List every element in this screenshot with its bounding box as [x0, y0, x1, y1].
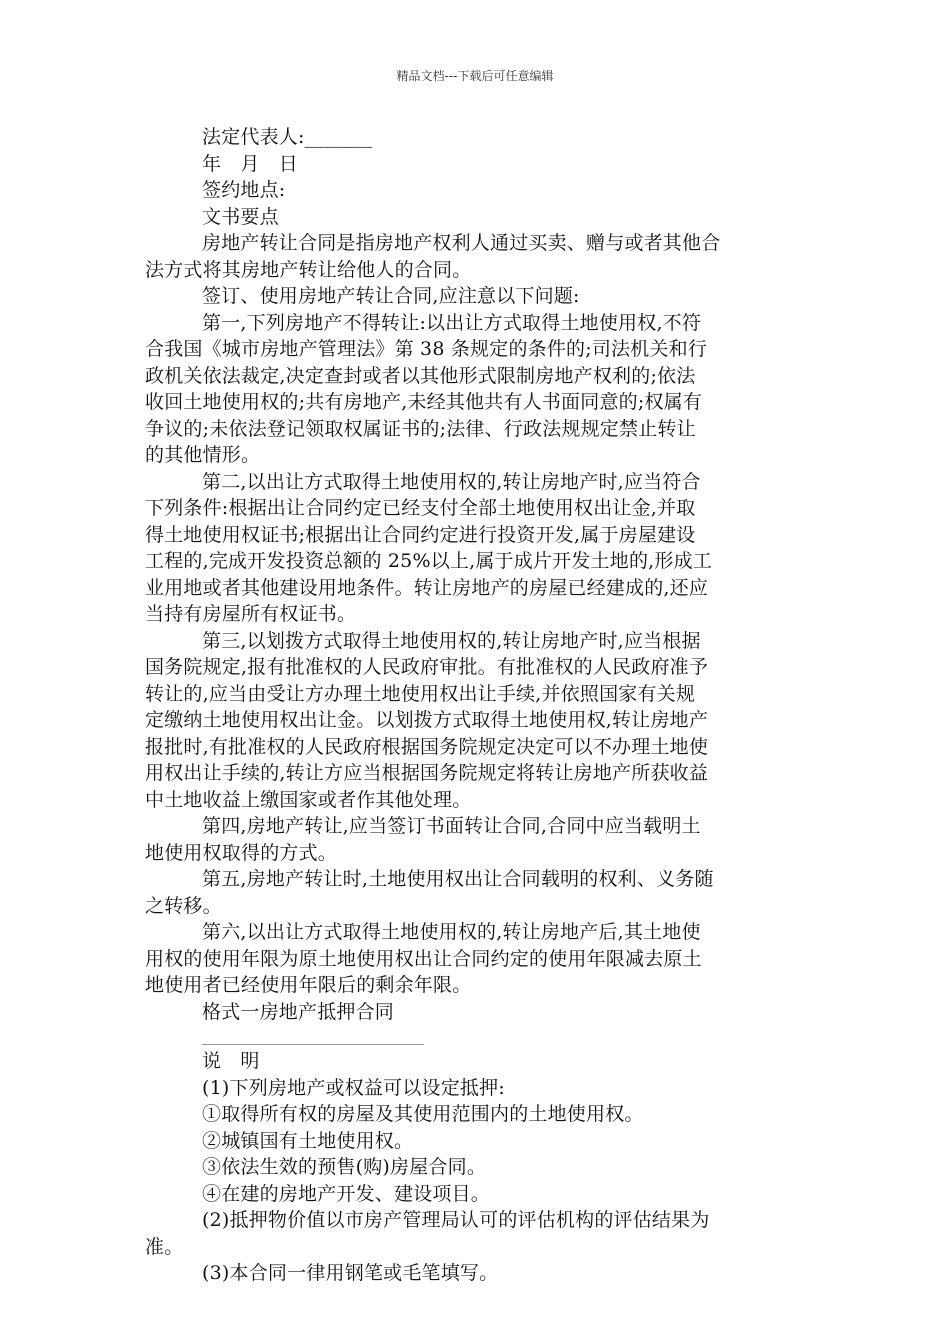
text-line: 第二,以出让方式取得土地使用权的,转让房地产时,应当符合 [202, 470, 701, 493]
text-line: 法方式将其房地产转让给他人的合同。 [145, 258, 472, 281]
paragraph-fourth [145, 813, 810, 866]
signing-place-line: 签约地点: [202, 179, 286, 201]
text-line: 用权的使用年限为原土地使用权出让合同约定的使用年限减去原土 [145, 947, 702, 970]
list-item: ②城镇国有土地使用权。 [202, 1129, 414, 1152]
text-line: 报批时,有批准权的人民政府根据国务院规定决定可以不办理土地使 [145, 735, 709, 758]
page-header: 精品文档---下载后可任意编辑 [396, 69, 554, 83]
text-line: 第四,房地产转让,应当签订书面转让合同,合同中应当载明土 [202, 815, 701, 837]
text-line: 房地产转让合同是指房地产权利人通过买卖、赠与或者其他合 [202, 232, 721, 254]
format-title: 格式一房地产抵押合同 [202, 1000, 395, 1023]
paragraph-third [145, 628, 810, 814]
text-line: 中土地收益上缴国家或者作其他处理。 [145, 788, 472, 811]
text-line: 第一,下列房地产不得转让:以出让方式取得土地使用权,不符 [202, 311, 702, 334]
legal-representative-line: 法定代表人:_______ [202, 126, 373, 148]
note-3: (3)本合同一律用钢笔或毛笔填写。 [202, 1262, 499, 1284]
text-line: (2)抵押物价值以市房产管理局认可的评估机构的评估结果为 [202, 1209, 710, 1231]
text-line: 第三,以划拨方式取得土地使用权的,转让房地产时,应当根据 [202, 629, 701, 652]
spacer [145, 1025, 810, 1041]
text-line: 地使用权取得的方式。 [145, 841, 338, 864]
paragraph-second [145, 469, 810, 628]
text-line: 下列条件:根据出让合同约定已经支付全部土地使用权出让金,并取 [145, 497, 696, 519]
text-line: 准。 [145, 1235, 184, 1258]
paragraph-first [145, 310, 810, 469]
text-line: 工程的,完成开发投资总额的 25%以上,属于成片开发土地的,形成工 [145, 550, 712, 572]
text-line: 争议的;未依法登记领取权属证书的;法律、行政法规规定禁止转让 [145, 417, 696, 440]
document-body [145, 124, 810, 1287]
explanation-title: 说 明 [202, 1050, 260, 1072]
text-line: 政机关依法裁定,决定查封或者以其他形式限制房地产权利的;依法 [145, 364, 696, 387]
paragraph-sixth [145, 919, 810, 999]
paragraph-fifth [145, 866, 810, 919]
definition-paragraph [145, 230, 810, 283]
divider [202, 1044, 424, 1045]
text-line: 业用地或者其他建设用地条件。转让房地产的房屋已经建成的,还应 [145, 576, 709, 599]
text-line: 当持有房屋所有权证书。 [145, 603, 357, 625]
list-item: ④在建的房地产开发、建设项目。 [202, 1182, 491, 1205]
text-line: 地使用者已经使用年限后的剩余年限。 [145, 974, 472, 996]
list-item: ①取得所有权的房屋及其使用范围内的土地使用权。 [202, 1103, 644, 1125]
intro-line: 签订、使用房地产转让合同,应注意以下问题: [202, 285, 580, 307]
text-line: 合我国《城市房地产管理法》第 38 条规定的条件的;司法机关和行 [145, 338, 708, 360]
text-line: 国务院规定,报有批准权的人民政府审批。有批准权的人民政府准予 [145, 656, 709, 678]
text-line: 第五,房地产转让时,土地使用权出让合同载明的权利、义务随 [202, 868, 714, 890]
text-line: 之转移。 [145, 894, 222, 917]
text-line: 收回土地使用权的;共有房地产,未经其他共有人书面同意的;权属有 [145, 391, 703, 413]
note-1: (1)下列房地产或权益可以设定抵押: [202, 1076, 505, 1099]
list-item: ③依法生效的预售(购)房屋合同。 [202, 1156, 487, 1178]
text-line: 用权出让手续的,转让方应当根据国务院规定将转让房地产所获收益 [145, 762, 709, 784]
text-line: 得土地使用权证书;根据出让合同约定进行投资开发,属于房屋建设 [145, 523, 696, 546]
text-line: 转让的,应当由受让方办理土地使用权出让手续,并依照国家有关规 [145, 682, 696, 705]
date-line: 年 月 日 [202, 152, 299, 175]
text-line: 第六,以出让方式取得土地使用权的,转让房地产后,其土地使 [202, 921, 701, 943]
note-2 [145, 1207, 810, 1260]
text-line: 的其他情形。 [145, 444, 261, 466]
section-heading: 文书要点 [202, 205, 279, 228]
text-line: 定缴纳土地使用权出让金。以划拨方式取得土地使用权,转让房地产 [145, 709, 709, 731]
